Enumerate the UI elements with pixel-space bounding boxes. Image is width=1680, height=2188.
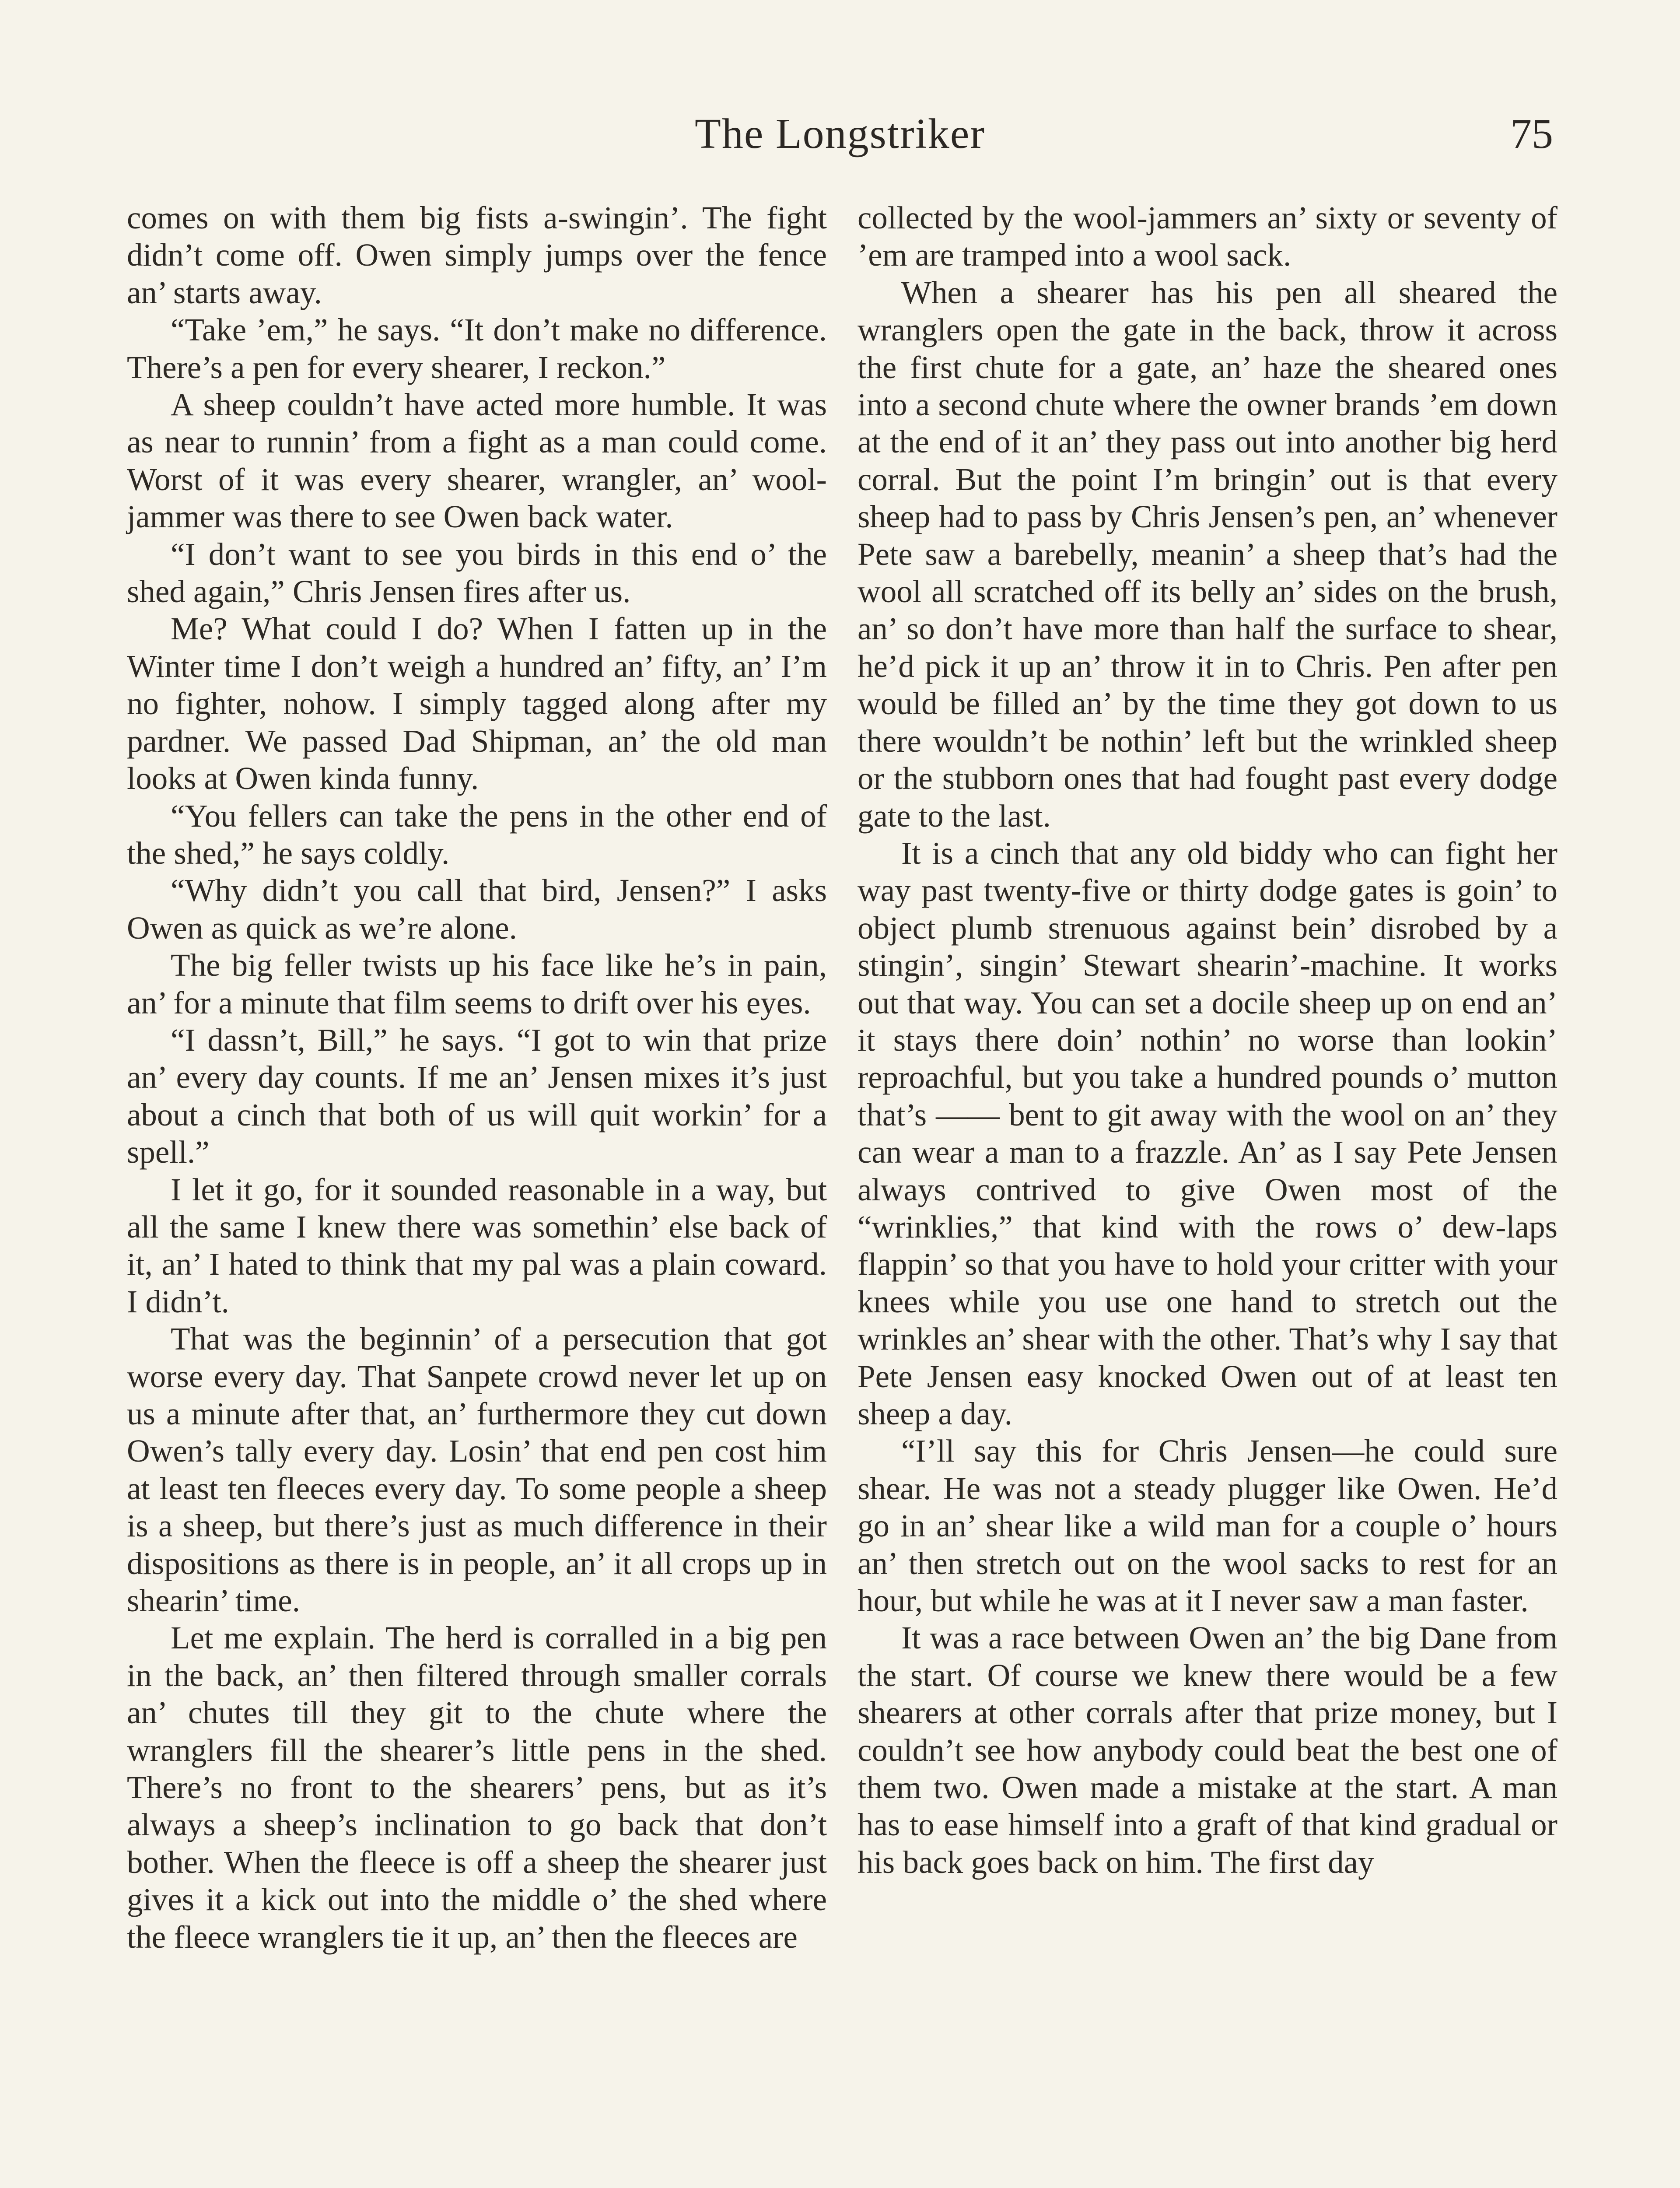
paragraph: It was a race between Owen an’ the big Dane from the start. Of course we knew there would be a few shearers at other corrals after that prize money, but I couldn’t see how anybody could beat the best one of them two. Owen made a mistake at the start. A man has to ease himself into a graft of that kind gradual or his back goes back on him. The first day [858, 1620, 1558, 1880]
paragraph: Let me explain. The herd is corralled in a big pen in the back, an’ then filtered through smaller corrals an’ chutes till they git to the chute where the wranglers fill the shearer’s little pens in the shed. There’s no front to the shearers’ pens, but as it’s always a sheep’s inclination to go back that don’t bother. When the fleece is off a sheep the shearer just gives it a kick out into the middle o’ the shed where the fleece wranglers tie it up, an’ then the fleeces are [127, 1620, 827, 1955]
paragraph: comes on with them big fists a-swingin’. The fight didn’t come off. Owen simply jumps over the fence an’ starts away. [127, 200, 827, 310]
right-text-column [858, 199, 1558, 1881]
paragraph: A sheep couldn’t have acted more humble. It was as near to runnin’ from a fight as a man could come. Worst of it was every shearer, wrangler, an’ wool-jammer was there to see Owen back water. [127, 387, 827, 535]
running-title: The Longstriker [694, 110, 986, 158]
paragraph: “You fellers can take the pens in the other end of the shed,” he says coldly. [127, 798, 827, 871]
paragraph: The big feller twists up his face like he’s in pain, an’ for a minute that film seems to drift over his eyes. [127, 947, 827, 1020]
paragraph: I let it go, for it sounded reasonable in a way, but all the same I knew there was somethin’ else back of it, an’ I hated to think that my pal was a plain coward. I didn’t. [127, 1171, 827, 1319]
paragraph: “I dassn’t, Bill,” he says. “I got to win that prize an’ every day counts. If me an’ Jensen mixes it’s just about a cinch that both of us will quit workin’ for a spell.” [127, 1022, 827, 1170]
paragraph: “I don’t want to see you birds in this end o’ the shed again,” Chris Jensen fires after us. [127, 536, 827, 610]
page-header [127, 109, 1553, 166]
paragraph: It is a cinch that any old biddy who can fight her way past twenty-five or thirty dodge gates is goin’ to object plumb strenuous against bein’ disrobed by a stingin’, singin’ Stewart shearin’-machine. It works out that way. You can set a docile sheep up on end an’ it stays there doin’ nothin’ no worse than lookin’ reproachful, but you take a hundred pounds o’ mutton that’s —— bent to git away with the wool on an’ they can wear a man to a frazzle. An’ as I say Pete Jensen always contrived to give Owen most of the “wrinklies,” that kind with the rows o’ dew-laps flappin’ so that you have to hold your critter with your knees while you use one hand to stretch out the wrinkles an’ shear with the other. That’s why I say that Pete Jensen easy knocked Owen out of at least ten sheep a day. [858, 835, 1558, 1431]
page-number: 75 [1510, 110, 1553, 158]
paragraph: That was the beginnin’ of a persecution that got worse every day. That Sanpete crowd never let up on us a minute after that, an’ furthermore they cut down Owen’s tally every day. Losin’ that end pen cost him at least ten fleeces every day. To some people a sheep is a sheep, but there’s just as much difference in their dispositions as there is in people, an’ it all crops up in shearin’ time. [127, 1321, 827, 1619]
paragraph: “I’ll say this for Chris Jensen—he could sure shear. He was not a steady plugger like Owen. He’d go in an’ shear like a wild man for a couple o’ hours an’ then stretch out on the wool sacks to rest for an hour, but while he was at it I never saw a man faster. [858, 1433, 1558, 1619]
paragraph: When a shearer has his pen all sheared the wranglers open the gate in the back, throw it across the first chute for a gate, an’ haze the sheared ones into a second chute where the owner brands ’em down at the end of it an’ they pass out into another big herd corral. But the point I’m bringin’ out is that every sheep had to pass by Chris Jensen’s pen, an’ whenever Pete saw a barebelly, meanin’ a sheep that’s had the wool all scratched off its belly an’ sides on the brush, an’ so don’t have more than half the surface to shear, he’d pick it up an’ throw it in to Chris. Pen after pen would be filled an’ by the time they got down to us there wouldn’t be nothin’ left but the wrinkled sheep or the stubborn ones that had fought past every dodge gate to the last. [858, 274, 1558, 834]
left-text-column [127, 199, 827, 1956]
paragraph: “Take ’em,” he says. “It don’t make no difference. There’s a pen for every shearer, I reckon.” [127, 312, 827, 385]
paragraph: collected by the wool-jammers an’ sixty or seventy of ’em are tramped into a wool sack. [858, 200, 1558, 273]
paragraph: “Why didn’t you call that bird, Jensen?” I asks Owen as quick as we’re alone. [127, 873, 827, 946]
paragraph: Me? What could I do? When I fatten up in the Winter time I don’t weigh a hundred an’ fifty, an’ I’m no fighter, nohow. I simply tagged along after my pardner. We passed Dad Shipman, an’ the old man looks at Owen kinda funny. [127, 611, 827, 796]
